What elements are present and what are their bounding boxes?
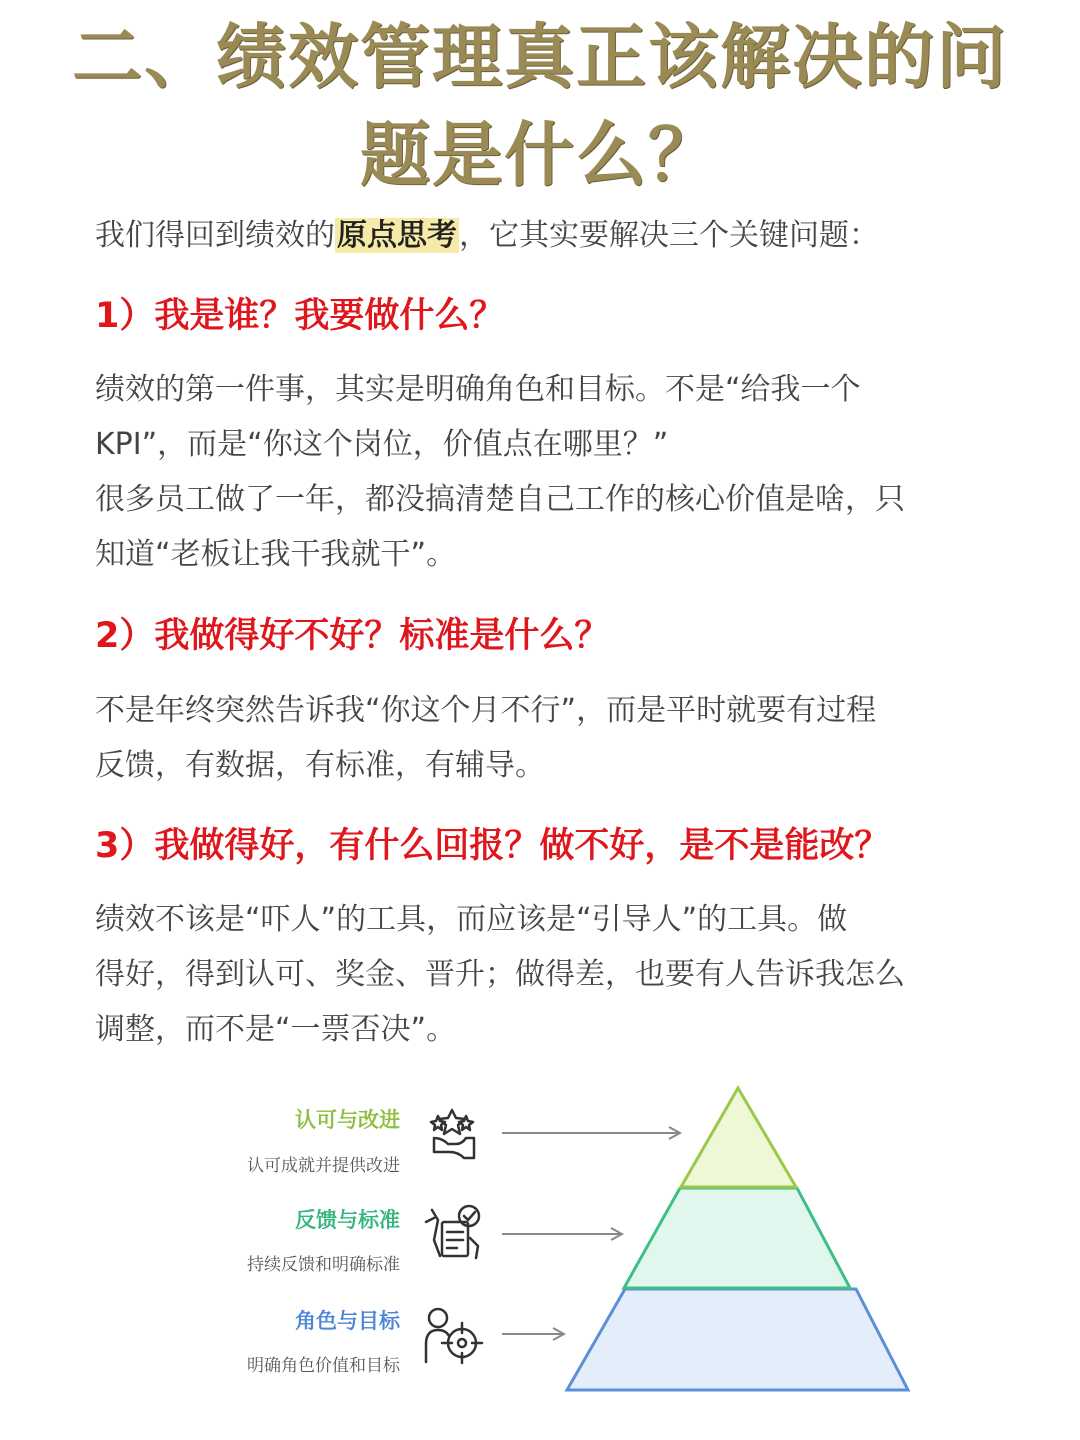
section-1-body xyxy=(95,362,995,582)
section-1 xyxy=(95,288,995,338)
section-3-line: 调整，而不是“一票否决”。 xyxy=(95,1012,457,1047)
award-icon xyxy=(431,1110,474,1158)
intro-paragraph xyxy=(95,208,995,263)
section-3-line: 绩效不该是“吓人”的工具，而应该是“引导人”的工具。做 xyxy=(95,902,848,937)
intro-after: ，它其实要解决三个关键问题： xyxy=(459,218,879,253)
pyramid-tier-bottom xyxy=(567,1289,908,1390)
tier-3-title: 角色与目标 xyxy=(295,1309,400,1333)
section-1-line: 绩效的第一件事，其实是明确角色和目标。不是“给我一个 xyxy=(95,372,861,407)
section-2-line: 不是年终突然告诉我“你这个月不行”，而是平时就要有过程 xyxy=(95,693,877,728)
section-2 xyxy=(95,608,995,658)
section-3-line: 得好，得到认可、奖金、晋升；做得差，也要有人告诉我怎么 xyxy=(95,957,905,992)
tier-1-desc: 认可成就并提供改进 xyxy=(247,1156,400,1176)
section-2-line: 反馈，有数据，有标准，有辅导。 xyxy=(95,748,545,783)
tier-3-desc: 明确角色价值和目标 xyxy=(247,1356,400,1376)
intro-highlight: 原点思考 xyxy=(337,218,457,253)
intro-before: 我们得回到绩效的 xyxy=(95,218,335,253)
tier-2-title: 反馈与标准 xyxy=(295,1208,400,1232)
pyramid-tier-top xyxy=(681,1088,796,1187)
section-3-body xyxy=(95,892,995,1057)
section-1-heading: 1）我是谁？我要做什么？ xyxy=(95,296,505,336)
section-2-body xyxy=(95,683,995,793)
section-2-heading: 2）我做得好不好？标准是什么？ xyxy=(95,616,610,656)
target-person-icon xyxy=(426,1309,482,1363)
pyramid-graphic xyxy=(220,1080,920,1400)
page-title xyxy=(60,8,1020,204)
section-1-line: 很多员工做了一年，都没搞清楚自己工作的核心价值是啥，只 xyxy=(95,482,905,517)
section-1-line: KPI”，而是“你这个岗位，价值点在哪里？” xyxy=(95,427,669,462)
pyramid-tier-middle xyxy=(624,1188,850,1288)
section-1-line: 知道“老板让我干我就干”。 xyxy=(95,537,457,572)
section-3-heading: 3）我做得好，有什么回报？做不好，是不是能改？ xyxy=(95,826,890,866)
section-3 xyxy=(95,818,995,868)
title-line-1: 二、绩效管理真正该解决的问 xyxy=(72,15,1008,98)
pyramid-diagram xyxy=(220,1080,920,1400)
tier-1-title: 认可与改进 xyxy=(295,1108,400,1132)
feedback-checklist-icon xyxy=(426,1206,479,1258)
title-line-2: 题是什么？ xyxy=(360,113,720,196)
tier-2-desc: 持续反馈和明确标准 xyxy=(247,1255,400,1275)
